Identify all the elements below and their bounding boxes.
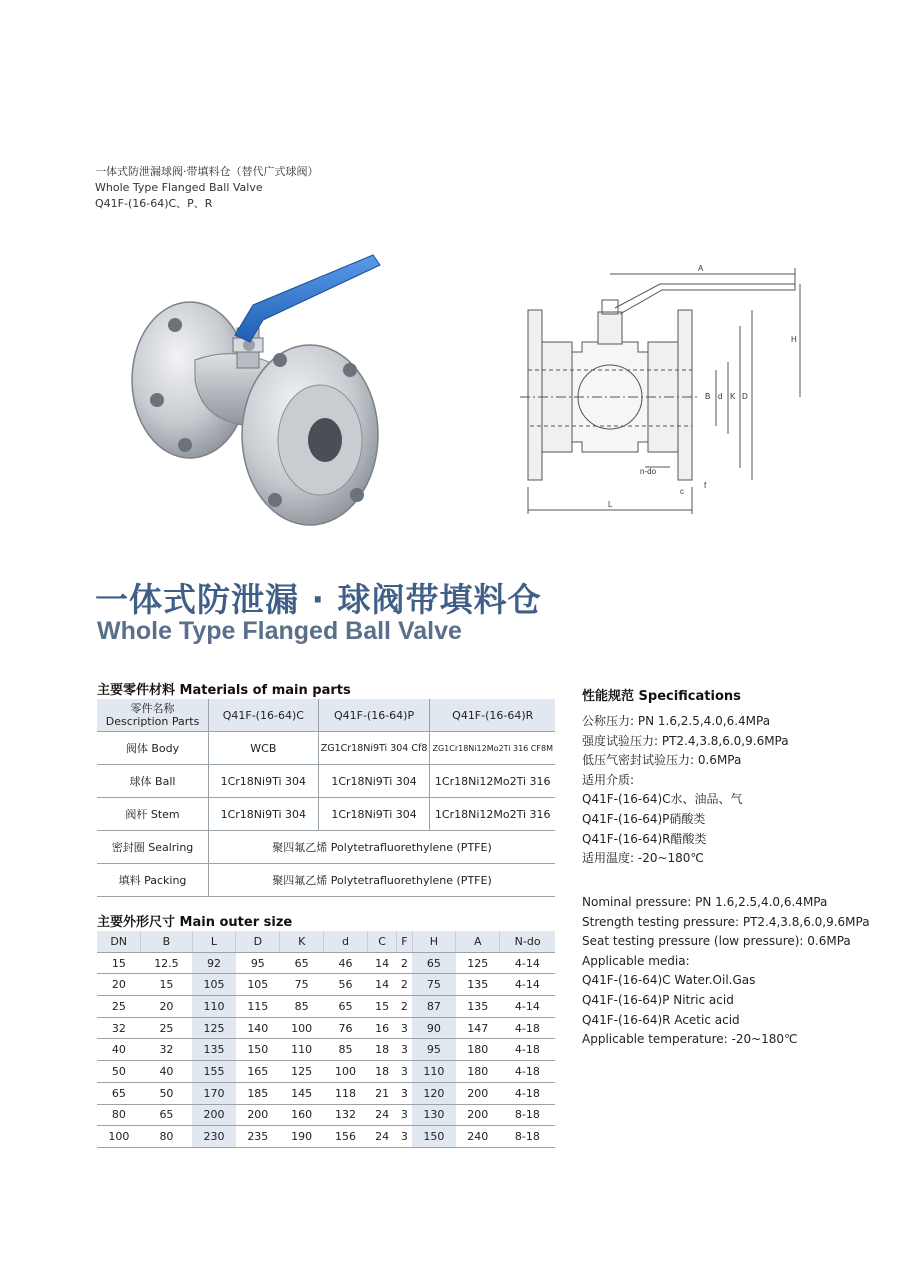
table-cell: 185 [236, 1082, 280, 1104]
materials-row-ball [97, 765, 555, 798]
material-p: ZG1Cr18Ni9Ti 304 Cf8 [318, 732, 430, 765]
table-row [97, 1017, 555, 1039]
spec-line: Seat testing pressure (low pressure): 0.6MPa [582, 934, 851, 949]
table-cell: 32 [141, 1039, 192, 1061]
table-cell: 50 [97, 1061, 141, 1083]
table-row [97, 1039, 555, 1061]
dim-col-header: L [192, 931, 236, 952]
table-cell: 160 [280, 1104, 324, 1126]
header-block [95, 164, 319, 212]
table-cell: 125 [280, 1061, 324, 1083]
spec-line: Nominal pressure: PN 1.6,2.5,4.0,6.4MPa [582, 895, 828, 909]
specs-en-list [582, 893, 870, 1050]
table-cell: 75 [280, 974, 324, 996]
material-merged: 聚四氟乙烯 Polytetrafluorethylene (PTFE) [209, 864, 555, 897]
table-cell: 155 [192, 1061, 236, 1083]
dim-label-c: c [680, 487, 684, 496]
spec-line: 低压气密封试验压力: 0.6MPa [582, 753, 742, 768]
table-cell: 115 [236, 996, 280, 1018]
table-cell: 15 [367, 996, 396, 1018]
dim-col-header: K [280, 931, 324, 952]
table-cell: 100 [280, 1017, 324, 1039]
table-row [97, 1082, 555, 1104]
spec-line: Applicable media: [582, 953, 690, 968]
dim-label-k: K [730, 392, 736, 401]
table-cell: 12.5 [141, 952, 192, 974]
material-r: 1Cr18Ni12Mo2Ti 316 [430, 798, 555, 831]
dim-label-b: B [705, 392, 711, 401]
dim-col-header: D [236, 931, 280, 952]
table-cell: 24 [367, 1104, 396, 1126]
dim-col-header: C [367, 931, 396, 952]
dimensions-table [97, 931, 555, 1148]
spec-line: Q41F-(16-64)P硝酸类 [582, 811, 706, 826]
table-cell: 147 [456, 1017, 500, 1039]
table-cell: 190 [280, 1126, 324, 1148]
table-cell: 50 [141, 1082, 192, 1104]
table-cell: 2 [397, 996, 412, 1018]
table-row [97, 996, 555, 1018]
spec-line: 适用温度: -20~180℃ [582, 851, 704, 866]
materials-header-desc-cn: 零件名称 [130, 702, 175, 715]
materials-header-row [97, 699, 555, 732]
dim-label-d-small: d [718, 392, 723, 401]
page-title-en: Whole Type Flanged Ball Valve [97, 617, 462, 645]
table-cell: 4-18 [500, 1082, 555, 1104]
page-title-cn: 一体式防泄漏 · 球阀带填料仓 [95, 580, 542, 619]
table-cell: 100 [324, 1061, 368, 1083]
table-cell: 200 [192, 1104, 236, 1126]
table-cell: 65 [324, 996, 368, 1018]
materials-heading: 主要零件材料 Materials of main parts [97, 683, 351, 698]
table-cell: 100 [97, 1126, 141, 1148]
table-cell: 200 [456, 1104, 500, 1126]
table-cell: 14 [367, 952, 396, 974]
part-name: 阀体 Body [97, 732, 209, 765]
table-cell: 105 [192, 974, 236, 996]
material-p: 1Cr18Ni9Ti 304 [318, 765, 430, 798]
part-name: 填料 Packing [97, 864, 209, 897]
materials-table [97, 699, 555, 897]
table-cell: 40 [97, 1039, 141, 1061]
material-c: WCB [209, 732, 319, 765]
dim-col-header: N-do [500, 931, 555, 952]
table-cell: 125 [456, 952, 500, 974]
dimensions-heading: 主要外形尺寸 Main outer size [97, 915, 293, 930]
table-cell: 20 [141, 996, 192, 1018]
dim-col-header: DN [97, 931, 141, 952]
materials-row-body [97, 732, 555, 765]
material-c: 1Cr18Ni9Ti 304 [209, 765, 319, 798]
table-cell: 2 [397, 952, 412, 974]
table-cell: 170 [192, 1082, 236, 1104]
spec-line: 适用介质: [582, 772, 635, 787]
table-row [97, 1126, 555, 1148]
material-r: 1Cr18Ni12Mo2Ti 316 [430, 765, 555, 798]
table-cell: 135 [456, 974, 500, 996]
dim-col-header: H [412, 931, 456, 952]
specs-heading: 性能规范 Specifications [582, 689, 741, 704]
table-cell: 130 [412, 1104, 456, 1126]
table-cell: 25 [141, 1017, 192, 1039]
table-cell: 3 [397, 1061, 412, 1083]
table-cell: 4-18 [500, 1039, 555, 1061]
table-cell: 4-14 [500, 996, 555, 1018]
table-cell: 95 [412, 1039, 456, 1061]
table-cell: 132 [324, 1104, 368, 1126]
table-cell: 180 [456, 1061, 500, 1083]
table-cell: 200 [456, 1082, 500, 1104]
table-cell: 20 [97, 974, 141, 996]
valve-photo [125, 250, 390, 535]
table-cell: 150 [412, 1126, 456, 1148]
spec-line: Q41F-(16-64)C Water.Oil.Gas [582, 973, 756, 988]
table-cell: 15 [141, 974, 192, 996]
material-c: 1Cr18Ni9Ti 304 [209, 798, 319, 831]
dim-col-header: d [324, 931, 368, 952]
dimensions-header-row [97, 931, 555, 952]
dim-label-a: A [698, 264, 704, 273]
table-cell: 76 [324, 1017, 368, 1039]
dim-label-l: L [608, 500, 613, 509]
material-p: 1Cr18Ni9Ti 304 [318, 798, 430, 831]
part-name: 密封圈 Sealring [97, 831, 209, 864]
table-cell: 95 [236, 952, 280, 974]
dim-col-header: A [456, 931, 500, 952]
materials-row-stem [97, 798, 555, 831]
materials-row-packing [97, 864, 555, 897]
header-line-model: Q41F-(16-64)C、P、R [95, 197, 213, 210]
table-row [97, 1104, 555, 1126]
materials-header-desc [97, 699, 209, 732]
table-cell: 125 [192, 1017, 236, 1039]
dim-label-ndo: n-do [640, 467, 657, 476]
table-cell: 120 [412, 1082, 456, 1104]
table-cell: 65 [141, 1104, 192, 1126]
table-row [97, 1061, 555, 1083]
spec-line: 强度试验压力: PT2.4,3.8,6.0,9.6MPa [582, 733, 789, 748]
materials-row-sealring [97, 831, 555, 864]
dim-label-d-big: D [742, 392, 748, 401]
table-cell: 145 [280, 1082, 324, 1104]
header-line-cn: 一体式防泄漏球阀·带填料仓（替代广式球阀） [95, 165, 319, 178]
table-cell: 87 [412, 996, 456, 1018]
spec-line: Q41F-(16-64)P Nitric acid [582, 992, 734, 1007]
table-cell: 200 [236, 1104, 280, 1126]
table-cell: 135 [456, 996, 500, 1018]
table-row [97, 974, 555, 996]
table-cell: 135 [192, 1039, 236, 1061]
table-cell: 18 [367, 1061, 396, 1083]
table-cell: 110 [280, 1039, 324, 1061]
table-cell: 3 [397, 1126, 412, 1148]
table-cell: 2 [397, 974, 412, 996]
header-line-en: Whole Type Flanged Ball Valve [95, 181, 263, 194]
table-cell: 65 [280, 952, 324, 974]
spec-line: 公称压力: PN 1.6,2.5,4.0,6.4MPa [582, 714, 771, 728]
table-cell: 85 [324, 1039, 368, 1061]
table-cell: 56 [324, 974, 368, 996]
table-cell: 90 [412, 1017, 456, 1039]
dimensions-body [97, 952, 555, 1147]
table-cell: 25 [97, 996, 141, 1018]
table-cell: 85 [280, 996, 324, 1018]
materials-col-p: Q41F-(16-64)P [318, 699, 430, 732]
table-cell: 235 [236, 1126, 280, 1148]
table-cell: 118 [324, 1082, 368, 1104]
valve-drawing [520, 262, 810, 517]
dim-label-f: f [704, 481, 707, 490]
table-cell: 3 [397, 1104, 412, 1126]
material-r: ZG1Cr18Ni12Mo2Ti 316 CF8M [430, 732, 555, 765]
spec-line: Q41F-(16-64)R Acetic acid [582, 1012, 740, 1027]
table-cell: 92 [192, 952, 236, 974]
table-cell: 65 [412, 952, 456, 974]
table-cell: 180 [456, 1039, 500, 1061]
table-cell: 240 [456, 1126, 500, 1148]
spec-line: Strength testing pressure: PT2.4,3.8,6.0,9.6MPa [582, 914, 870, 929]
table-cell: 3 [397, 1082, 412, 1104]
table-cell: 105 [236, 974, 280, 996]
table-cell: 110 [412, 1061, 456, 1083]
specs-cn-list [582, 712, 789, 869]
table-cell: 4-18 [500, 1017, 555, 1039]
table-cell: 165 [236, 1061, 280, 1083]
table-cell: 140 [236, 1017, 280, 1039]
table-row [97, 952, 555, 974]
table-cell: 18 [367, 1039, 396, 1061]
table-cell: 3 [397, 1039, 412, 1061]
materials-header-desc-en: Description Parts [105, 715, 200, 728]
table-cell: 14 [367, 974, 396, 996]
table-cell: 32 [97, 1017, 141, 1039]
table-cell: 156 [324, 1126, 368, 1148]
table-cell: 75 [412, 974, 456, 996]
table-cell: 40 [141, 1061, 192, 1083]
table-cell: 65 [97, 1082, 141, 1104]
table-cell: 80 [141, 1126, 192, 1148]
part-name: 球体 Ball [97, 765, 209, 798]
table-cell: 46 [324, 952, 368, 974]
table-cell: 230 [192, 1126, 236, 1148]
table-cell: 4-14 [500, 974, 555, 996]
part-name: 阀杆 Stem [97, 798, 209, 831]
table-cell: 21 [367, 1082, 396, 1104]
table-cell: 24 [367, 1126, 396, 1148]
table-cell: 15 [97, 952, 141, 974]
material-merged: 聚四氟乙烯 Polytetrafluorethylene (PTFE) [209, 831, 555, 864]
spec-line: Q41F-(16-64)C水、油品、气 [582, 792, 743, 807]
table-cell: 3 [397, 1017, 412, 1039]
table-cell: 4-18 [500, 1061, 555, 1083]
table-cell: 4-14 [500, 952, 555, 974]
table-cell: 8-18 [500, 1104, 555, 1126]
table-cell: 110 [192, 996, 236, 1018]
materials-col-c: Q41F-(16-64)C [209, 699, 319, 732]
table-cell: 80 [97, 1104, 141, 1126]
dim-col-header: F [397, 931, 412, 952]
spec-line: Q41F-(16-64)R醋酸类 [582, 831, 707, 846]
dim-col-header: B [141, 931, 192, 952]
dim-label-h: H [791, 335, 797, 344]
materials-col-r: Q41F-(16-64)R [430, 699, 555, 732]
table-cell: 8-18 [500, 1126, 555, 1148]
table-cell: 16 [367, 1017, 396, 1039]
table-cell: 150 [236, 1039, 280, 1061]
spec-line: Applicable temperature: -20~180℃ [582, 1032, 798, 1047]
